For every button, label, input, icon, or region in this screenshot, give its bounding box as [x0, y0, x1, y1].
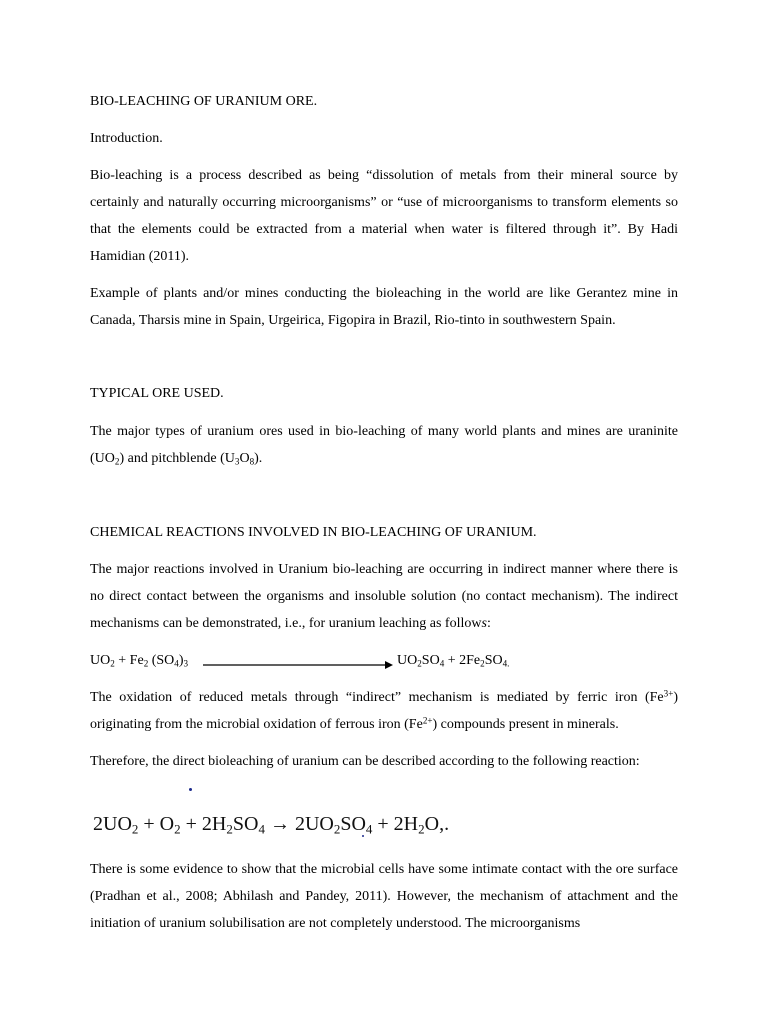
therefore-paragraph: Therefore, the direct bioleaching of uranium can be described according to the following reaction:	[90, 754, 640, 769]
ink-dot-icon	[362, 835, 364, 837]
reactions-paragraph: The major reactions involved in Uranium bio-leaching are occurring in indirect manner where there is no direct contact between the organisms and insoluble solution (no contact mechanism). The indirect mechanisms can be demonstrated, i.e., for uranium leaching as follows:	[90, 562, 678, 631]
evidence-paragraph: There is some evidence to show that the microbial cells have some intimate contact with the ore surface (Pradhan et al., 2008; Abhilash and Pandey, 2011). However, the mechanism of attachment and the initiation of uranium solubilisation are not completely understood. The microorganisms	[90, 862, 678, 931]
introduction-heading: Introduction.	[90, 131, 163, 146]
ink-dot-icon	[189, 788, 192, 791]
ore-paragraph: The major types of uranium ores used in bio-leaching of many world plants and mines are uraninite $(UO_2)$ and pitchblende $(U_3O_8)$.	[90, 424, 678, 467]
chemical-reactions-heading: CHEMICAL REACTIONS INVOLVED IN BIO-LEACHING OF URANIUM.	[90, 525, 537, 540]
equation-rhs: $UO_2SO_4 + 2Fe_2SO_{4.}$	[397, 653, 510, 669]
reaction-arrow-icon	[203, 661, 393, 669]
equation-direct-bioleaching: $2UO_2 + O_2 + 2H_2SO_4 \to 2UO_2SO_4 + 2H_2O$,.	[93, 813, 450, 837]
intro-paragraph: Bio-leaching is a process described as being “dissolution of metals from their mineral source by certainly and naturally occurring microorganisms” or “use of microorganisms to transform elements so that the elements could be extracted from a material when water is filtered through it”. By Hadi Hamidian (2011).	[90, 168, 678, 264]
oxidation-paragraph: The oxidation of reduced metals through “indirect” mechanism is mediated by ferric iron $(Fe^{3+})$ originating from the microbial oxidation of ferrous iron $(Fe^{2+})$ compounds present in minerals.	[90, 688, 678, 732]
equation-lhs: $UO_2 + Fe_2$ $(SO_4)_3$	[90, 653, 189, 669]
plants-paragraph: Example of plants and/or mines conducting the bioleaching in the world are like Gerantez mine in Canada, Tharsis mine in Spain, Urgeirica, Figopira in Brazil, Rio-tinto in southwestern Spain.	[90, 286, 678, 328]
document-title: BIO-LEACHING OF URANIUM ORE.	[90, 94, 318, 109]
typical-ore-heading: TYPICAL ORE USED.	[90, 386, 224, 401]
